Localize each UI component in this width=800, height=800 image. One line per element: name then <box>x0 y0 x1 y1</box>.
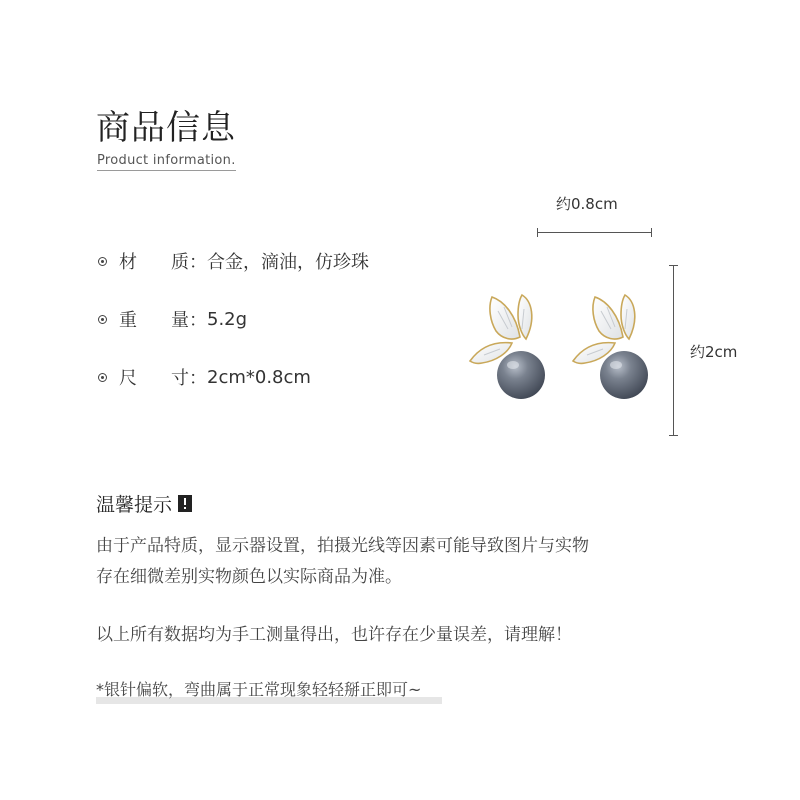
earrings-product-image <box>460 285 660 425</box>
notice-line-3: 以上所有数据均为手工测量得出，也许存在少量误差，请理解！ <box>96 625 572 645</box>
notice-title: 温馨提示 <box>96 494 173 516</box>
spec-value: 2cm*0.8cm <box>207 366 311 388</box>
spec-key-suffix: 质： <box>171 252 207 273</box>
spec-key: 重 <box>119 310 137 331</box>
bullet-icon <box>98 373 107 382</box>
spec-weight <box>98 306 247 332</box>
right-earring <box>573 295 648 399</box>
spec-size <box>98 364 311 390</box>
page-subtitle: Product information. <box>97 153 236 171</box>
notice-line-1: 由于产品特质，显示器设置，拍摄光线等因素可能导致图片与实物 <box>96 536 589 556</box>
spec-key-suffix: 寸： <box>171 368 207 389</box>
spec-value: 合金，滴油，仿珍珠 <box>207 252 369 273</box>
width-dimension-label: 约0.8cm <box>556 195 618 213</box>
left-earring <box>470 295 545 399</box>
bullet-icon <box>98 315 107 324</box>
spec-key-suffix: 量： <box>171 310 207 331</box>
height-dimension-label: 约2cm <box>690 343 738 361</box>
height-dimension-line <box>673 265 674 436</box>
bullet-icon <box>98 257 107 266</box>
width-dimension-line <box>537 232 652 233</box>
spec-material <box>98 248 369 274</box>
page-title: 商品信息 <box>96 108 236 148</box>
spec-key: 尺 <box>119 368 137 389</box>
spec-key: 材 <box>119 252 137 273</box>
exclamation-icon <box>178 495 192 512</box>
notice-heading <box>96 490 192 517</box>
notice-line-2: 存在细微差别实物颜色以实际商品为准。 <box>96 567 402 587</box>
spec-value: 5.2g <box>207 308 248 330</box>
notice-line-4: *银针偏软，弯曲属于正常现象轻轻掰正即可~ <box>96 680 422 699</box>
